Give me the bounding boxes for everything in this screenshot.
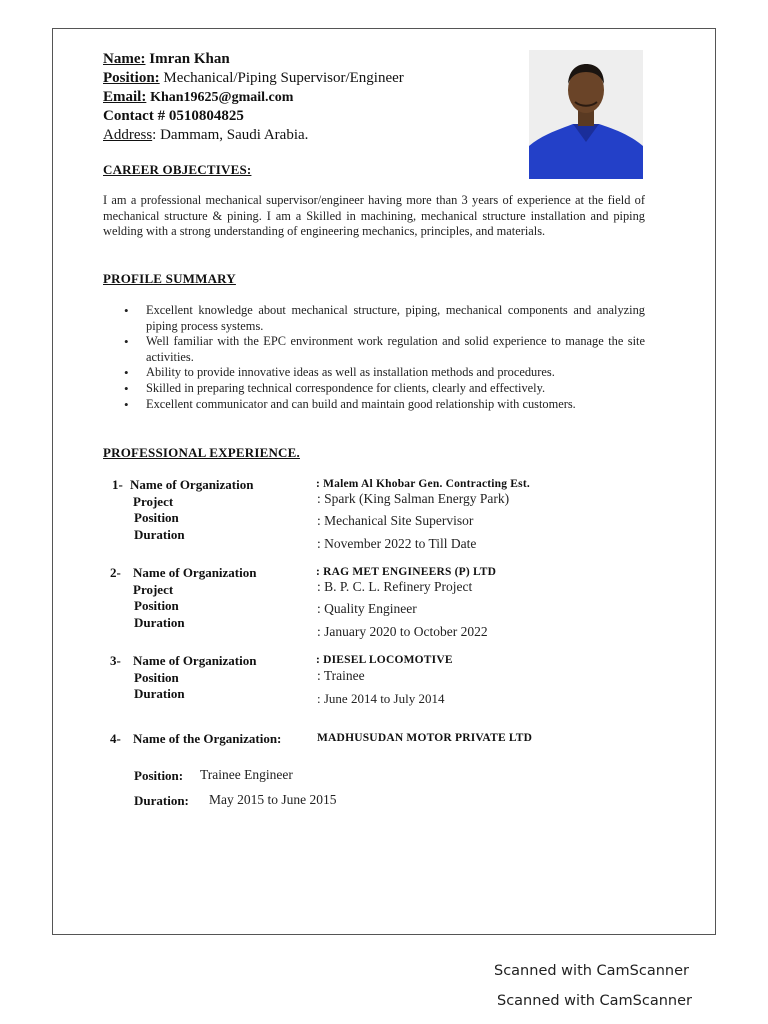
- portrait-illustration: [529, 50, 643, 179]
- job-1-project-label: Project: [133, 494, 174, 509]
- job-3-duration-label: Duration: [134, 686, 185, 701]
- job-4-number: 4-: [110, 731, 121, 746]
- job-1-duration-value: : November 2022 to Till Date: [317, 536, 477, 551]
- email-value: Khan19625@gmail.com: [150, 90, 294, 105]
- name-row: [103, 50, 230, 69]
- job-2-duration-label: Duration: [134, 615, 185, 630]
- career-objectives-title: CAREER OBJECTIVES:: [103, 162, 252, 177]
- job-1-number: 1-: [112, 477, 123, 492]
- email-row: [103, 88, 293, 107]
- job-3-duration-value: : June 2014 to July 2014: [317, 691, 445, 706]
- job-3-position-label: Position: [134, 670, 179, 685]
- job-2-project-value: : B. P. C. L. Refinery Project: [317, 579, 473, 594]
- address-value: : Dammam, Saudi Arabia.: [152, 127, 309, 143]
- job-1-org-label: Name of Organization: [130, 477, 254, 492]
- job-2-project-label: Project: [133, 582, 174, 597]
- job-1-duration-label: Duration: [134, 527, 185, 542]
- job-2-number: 2-: [110, 565, 121, 580]
- name-value: Imran Khan: [149, 51, 230, 67]
- job-2-position-value: : Quality Engineer: [317, 601, 417, 616]
- job-1-position-value: : Mechanical Site Supervisor: [317, 513, 474, 528]
- address-label: Address: [103, 127, 153, 143]
- list-item: • Excellent communicator and can build and maintain good relationship with customers.: [146, 397, 645, 413]
- professional-experience-title: PROFESSIONAL EXPERIENCE.: [103, 445, 300, 460]
- job-3-org-label: Name of Organization: [133, 653, 257, 668]
- address-row: [103, 126, 308, 145]
- job-4-org-label: Name of the Organization:: [133, 731, 282, 746]
- position-row: [103, 69, 404, 88]
- list-item: • Ability to provide innovative ideas as well as installation methods and procedures.: [146, 365, 645, 381]
- profile-summary-title: PROFILE SUMMARY: [103, 271, 236, 286]
- job-1-position-label: Position: [134, 510, 179, 525]
- job-4-org-value: MADHUSUDAN MOTOR PRIVATE LTD: [317, 732, 533, 744]
- list-item: • Well familiar with the EPC environment work regulation and solid experience to manage the site activities.: [146, 334, 645, 365]
- camscanner-watermark: Scanned with CamScanner: [494, 963, 690, 979]
- job-3-org-value: : DIESEL LOCOMOTIVE: [316, 654, 453, 666]
- job-1-org-value: : Malem Al Khobar Gen. Contracting Est.: [316, 478, 530, 490]
- list-item: • Skilled in preparing technical correspondence for clients, clearly and effectively.: [146, 381, 645, 397]
- name-label: Name:: [103, 51, 146, 67]
- job-2-org-label: Name of Organization: [133, 565, 257, 580]
- camscanner-watermark: Scanned with CamScanner: [497, 993, 693, 1009]
- email-label: Email:: [103, 89, 147, 105]
- job-4-position-value: Trainee Engineer: [200, 767, 293, 782]
- job-2-org-value: : RAG MET ENGINEERS (P) LTD: [316, 566, 497, 578]
- career-objectives-text: I am a professional mechanical supervisor/engineer having more than 3 years of experience at the field of mechanical structure & pining. I am a Skilled in machining, mechanical structure installation and piping welding with a strong understanding of engineering mechanics, principles, and materials.: [103, 193, 645, 239]
- profile-photo: [529, 50, 643, 179]
- list-item: • Excellent knowledge about mechanical structure, piping, mechanical components and analyzing piping process systems.: [146, 303, 645, 334]
- job-4-duration-label: Duration:: [134, 793, 189, 808]
- job-4-duration-value: May 2015 to June 2015: [209, 792, 337, 807]
- contact-row: Contact # 0510804825: [103, 108, 244, 124]
- job-2-position-label: Position: [134, 598, 179, 613]
- job-2-duration-value: : January 2020 to October 2022: [317, 624, 488, 639]
- job-3-number: 3-: [110, 653, 121, 668]
- job-4-position-label: Position:: [134, 768, 184, 783]
- position-label: Position:: [103, 70, 160, 86]
- job-1-project-value: : Spark (King Salman Energy Park): [317, 491, 510, 506]
- profile-summary-list: [103, 303, 645, 412]
- job-3-position-value: : Trainee: [317, 668, 365, 683]
- position-value: Mechanical/Piping Supervisor/Engineer: [163, 70, 404, 86]
